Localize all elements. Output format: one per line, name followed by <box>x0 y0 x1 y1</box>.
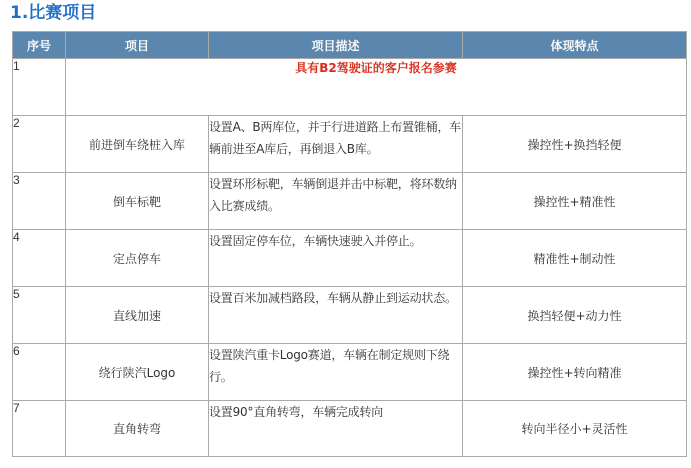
row-feature: 操控性+转向精准 <box>463 344 687 401</box>
table-row <box>13 59 687 116</box>
row-item: 直角转弯 <box>66 401 209 457</box>
events-table <box>12 31 687 457</box>
header-feature: 体现特点 <box>463 32 687 59</box>
row-feature: 操控性+换挡轻便 <box>463 116 687 173</box>
row-item: 前进倒车绕桩入库 <box>66 116 209 173</box>
row-feature: 换挡轻便+动力性 <box>463 287 687 344</box>
row-desc: 设置固定停车位，车辆快速驶入并停止。 <box>209 230 463 287</box>
row-item: 定点停车 <box>66 230 209 287</box>
table-row <box>13 401 687 457</box>
row-desc: 设置陕汽重卡Logo赛道，车辆在制定规则下绕行。 <box>209 344 463 401</box>
row-no: 5 <box>13 287 66 344</box>
row-no: 6 <box>13 344 66 401</box>
table-row <box>13 230 687 287</box>
row-feature: 精准性+制动性 <box>463 230 687 287</box>
row-item: 绕行陕汽Logo <box>66 344 209 401</box>
row-desc: 设置百米加减档路段，车辆从静止到运动状态。 <box>209 287 463 344</box>
header-desc: 项目描述 <box>209 32 463 59</box>
table-row <box>13 344 687 401</box>
row-feature: 转向半径小+灵活性 <box>463 401 687 457</box>
header-item: 项目 <box>66 32 209 59</box>
table-row <box>13 287 687 344</box>
row-desc: 设置A、B两库位，并于行进道路上布置锥桶，车辆前进至A库后，再倒退入B库。 <box>209 116 463 173</box>
row-no: 2 <box>13 116 66 173</box>
row-item: 倒车标靶 <box>66 173 209 230</box>
row-no: 1 <box>13 59 66 116</box>
header-no: 序号 <box>13 32 66 59</box>
row-desc: 设置环形标靶，车辆倒退并击中标靶，将环数纳入比赛成绩。 <box>209 173 463 230</box>
row-no: 3 <box>13 173 66 230</box>
row-item: 直线加速 <box>66 287 209 344</box>
table-row <box>13 116 687 173</box>
row-feature: 操控性+精准性 <box>463 173 687 230</box>
notice-text: 具有B2驾驶证的客户报名参赛 <box>66 59 687 116</box>
row-no: 7 <box>13 401 66 457</box>
row-desc: 设置90°直角转弯，车辆完成转向 <box>209 401 463 457</box>
table-row <box>13 173 687 230</box>
section-title: 1.比赛项目 <box>10 3 97 23</box>
row-no: 4 <box>13 230 66 287</box>
table-header-row <box>13 32 687 59</box>
